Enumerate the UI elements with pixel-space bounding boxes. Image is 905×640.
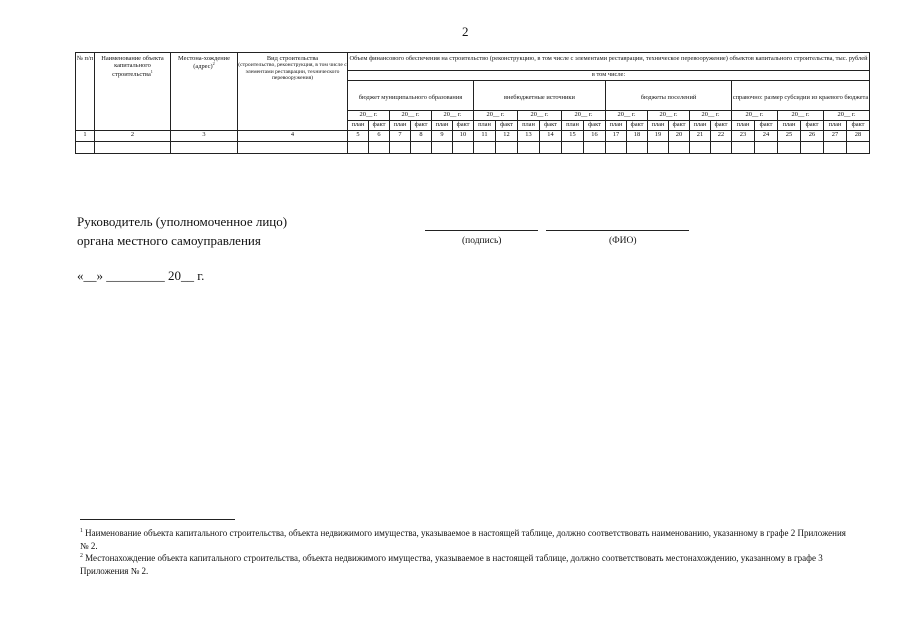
fact-header: факт	[669, 121, 690, 131]
footnote-2: $^2$ Местонахождение объекта капитального строительства, объекта недвижимого имущества, указываемое в настоящей таблице, должно соответствовать местонахождению, указанному в графе 3 Приложения № 2.	[80, 553, 823, 576]
column-number: 14	[540, 131, 562, 142]
fio-label: (ФИО)	[609, 236, 637, 246]
column-number: 8	[411, 131, 432, 142]
year-header: 20__ г.	[824, 111, 870, 121]
group-settlement-budgets: бюджеты поселений	[606, 81, 732, 111]
table-cell-empty	[348, 142, 369, 154]
plan-header: план	[606, 121, 627, 131]
col-num-header: № п/п	[76, 53, 95, 131]
signature-line1: Руководитель (уполномоченное лицо)	[77, 214, 288, 229]
fact-header: факт	[847, 121, 870, 131]
signature-line2: органа местного самоуправления	[77, 233, 261, 248]
footnote-1: $^1$ Наименование объекта капитального строительства, объекта недвижимого имущества, указываемое в настоящей таблице, должно соответствовать наименованию, указанному в графе 2 Приложения № 2.	[80, 528, 846, 551]
column-number: 15	[562, 131, 584, 142]
table-cell-empty	[474, 142, 496, 154]
plan-header: план	[732, 121, 755, 131]
signature-underline	[425, 230, 538, 231]
column-number: 23	[732, 131, 755, 142]
table-cell-empty	[606, 142, 627, 154]
table-cell-empty	[648, 142, 669, 154]
page-number: 2	[462, 24, 469, 39]
table-cell-empty	[171, 142, 238, 154]
column-number: 11	[474, 131, 496, 142]
group-extrabudget: внебюджетные источники	[474, 81, 606, 111]
group-regional-subsidy: справочно: размер субсидии из краевого бюджета	[732, 81, 870, 111]
column-number: 24	[755, 131, 778, 142]
table-cell-empty	[732, 142, 755, 154]
column-number: 13	[518, 131, 540, 142]
column-number: 6	[369, 131, 390, 142]
table-cell-empty	[518, 142, 540, 154]
date-line: «__» _________ 20__ г.	[77, 268, 205, 283]
column-number: 2	[95, 131, 171, 142]
year-header: 20__ г.	[778, 111, 824, 121]
fact-header: факт	[369, 121, 390, 131]
table-cell-empty	[690, 142, 711, 154]
fact-header: факт	[496, 121, 518, 131]
year-header: 20__ г.	[348, 111, 390, 121]
table-cell-empty	[801, 142, 824, 154]
table-cell-empty	[711, 142, 732, 154]
table-cell-empty	[238, 142, 348, 154]
column-number: 18	[627, 131, 648, 142]
column-number: 1	[76, 131, 95, 142]
table-cell-empty	[540, 142, 562, 154]
column-number: 19	[648, 131, 669, 142]
plan-header: план	[648, 121, 669, 131]
table-cell-empty	[432, 142, 453, 154]
table-cell-empty	[95, 142, 171, 154]
table-cell-empty	[584, 142, 606, 154]
year-header: 20__ г.	[606, 111, 648, 121]
finance-table	[75, 52, 870, 154]
fact-header: факт	[755, 121, 778, 131]
group-municipal-budget: бюджет муниципального образования	[348, 81, 474, 111]
table-cell-empty	[411, 142, 432, 154]
column-number: 4	[238, 131, 348, 142]
plan-header: план	[824, 121, 847, 131]
column-number: 20	[669, 131, 690, 142]
column-number: 28	[847, 131, 870, 142]
table-cell-empty	[755, 142, 778, 154]
column-number: 21	[690, 131, 711, 142]
column-number: 16	[584, 131, 606, 142]
year-header: 20__ г.	[732, 111, 778, 121]
table-cell-empty	[496, 142, 518, 154]
year-header: 20__ г.	[648, 111, 690, 121]
year-header: 20__ г.	[474, 111, 518, 121]
table-cell-empty	[778, 142, 801, 154]
plan-header: план	[778, 121, 801, 131]
fact-header: факт	[711, 121, 732, 131]
column-number: 10	[453, 131, 474, 142]
year-header: 20__ г.	[390, 111, 432, 121]
plan-header: план	[348, 121, 369, 131]
column-number: 22	[711, 131, 732, 142]
column-number: 5	[348, 131, 369, 142]
fio-underline	[546, 230, 689, 231]
column-number: 9	[432, 131, 453, 142]
column-number: 12	[496, 131, 518, 142]
fact-header: факт	[540, 121, 562, 131]
plan-header: план	[690, 121, 711, 131]
fact-header: факт	[453, 121, 474, 131]
year-header: 20__ г.	[562, 111, 606, 121]
year-header: 20__ г.	[432, 111, 474, 121]
table-cell-empty	[847, 142, 870, 154]
table-cell-empty	[369, 142, 390, 154]
table-cell-empty	[669, 142, 690, 154]
table-cell-empty	[453, 142, 474, 154]
footnote-separator	[80, 519, 235, 520]
table-cell-empty	[627, 142, 648, 154]
col-type-header: Вид строительства (строительство, реконструкция, в том числе с элементами реставрации, технического перевооружения)	[238, 53, 348, 131]
plan-header: план	[432, 121, 453, 131]
plan-header: план	[518, 121, 540, 131]
plan-header: план	[390, 121, 411, 131]
table-cell-empty	[76, 142, 95, 154]
plan-header: план	[474, 121, 496, 131]
column-number: 26	[801, 131, 824, 142]
table-cell-empty	[390, 142, 411, 154]
fact-header: факт	[627, 121, 648, 131]
fact-header: факт	[801, 121, 824, 131]
plan-header: план	[562, 121, 584, 131]
year-header: 20__ г.	[690, 111, 732, 121]
fact-header: факт	[411, 121, 432, 131]
column-number: 17	[606, 131, 627, 142]
table-cell-empty	[562, 142, 584, 154]
fact-header: факт	[584, 121, 606, 131]
column-number: 3	[171, 131, 238, 142]
column-number: 7	[390, 131, 411, 142]
column-number: 25	[778, 131, 801, 142]
col-name-header: Наименование объекта капитального строительства$^1$	[95, 53, 171, 131]
column-number: 27	[824, 131, 847, 142]
col-finance-header: Объем финансового обеспечения на строительство (реконструкцию, в том числе с элементами реставрации, техническое перевооружение) объектов капитального строительства, тыс. рублей	[348, 53, 870, 71]
table-cell-empty	[824, 142, 847, 154]
in-that-number: в том числе:	[348, 71, 870, 81]
col-location-header: Местона-хождение (адрес)$^2$	[171, 53, 238, 131]
podpis-label: (подпись)	[462, 236, 502, 246]
year-header: 20__ г.	[518, 111, 562, 121]
